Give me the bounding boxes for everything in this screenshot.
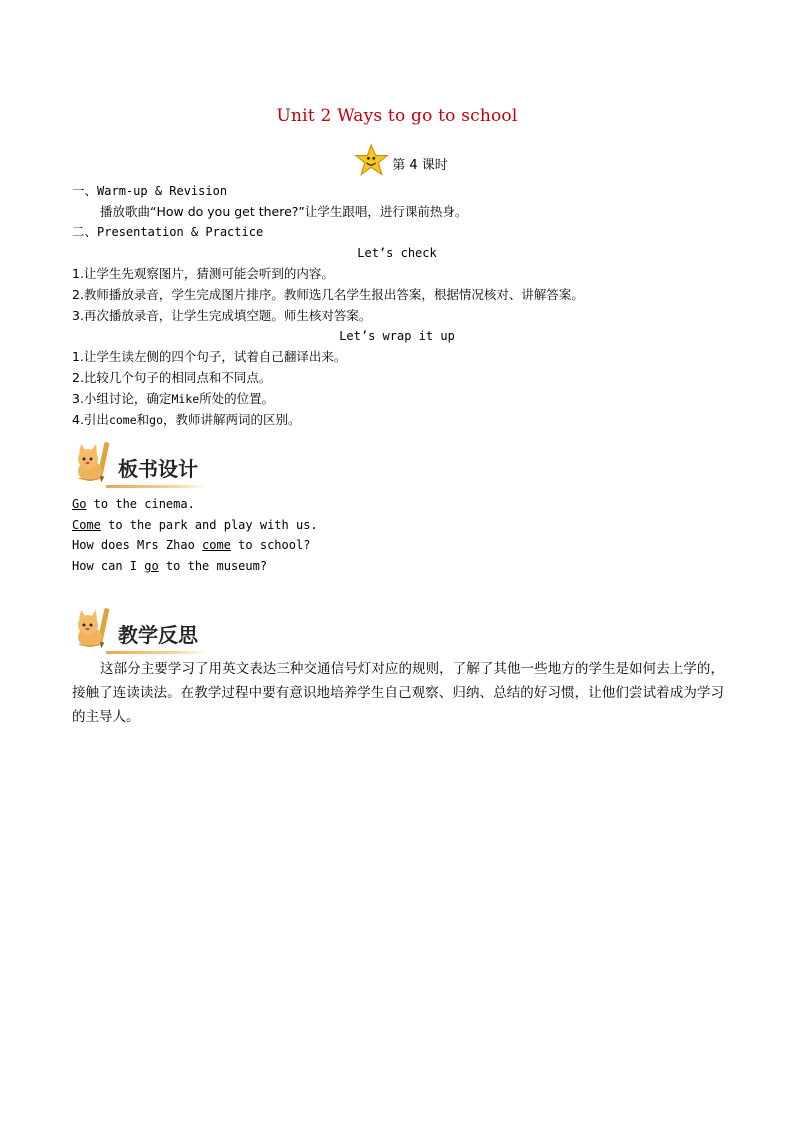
- underlined-come: Come: [72, 518, 101, 532]
- presentation-heading: 二、Presentation & Practice: [72, 224, 264, 239]
- star-smiley-icon: [354, 143, 390, 179]
- board-line-3: How does Mrs Zhao come to school?: [72, 538, 311, 552]
- wrap-item-1: 1.让学生读左侧的四个句子，试着自己翻译出来。: [72, 349, 347, 364]
- check-item-2: 2.教师播放录音，学生完成图片排序。教师选几名学生报出答案，根据情况核对、讲解答案。: [72, 287, 584, 302]
- reflection-paragraph: 这部分主要学习了用英文表达三种交通信号灯对应的规则，了解了其他一些地方的学生是如何去上学的，接触了连读读法。在教学过程中要有意识地培养学生自己观察、归纳、总结的好习惯，让他们尝试着成为学习的主导人。: [72, 661, 724, 725]
- page-title: Unit 2 Ways to go to school: [276, 106, 518, 126]
- wrap-item-4: 4.引出come和go，教师讲解两词的区别。: [72, 412, 301, 427]
- board-design-header: [70, 442, 208, 484]
- word-go: go: [149, 413, 164, 427]
- word-mike: Mike: [171, 392, 200, 406]
- warmup-text: 播放歌曲“How do you get there?”让学生跟唱，进行课前热身。: [100, 204, 468, 219]
- board-line-2: Come to the park and play with us.: [72, 518, 318, 532]
- reflection-header: [70, 608, 208, 650]
- underlined-go-2: go: [144, 559, 159, 573]
- check-item-1: 1.让学生先观察图片，猜测可能会听到的内容。: [72, 266, 334, 281]
- lesson-label: 第 4 课时: [392, 157, 448, 173]
- board-design-title: 板书设计: [112, 453, 208, 484]
- cat-pencil-icon: [70, 606, 116, 650]
- board-line-1: Go to the cinema.: [72, 497, 195, 511]
- lesson-label-row: [0, 143, 794, 179]
- warmup-heading-text: Warm-up & Revision: [97, 184, 228, 198]
- cat-pencil-icon: [70, 440, 116, 484]
- word-come: come: [108, 413, 137, 427]
- presentation-heading-text: Presentation & Practice: [97, 225, 264, 239]
- wrap-item-3: 3.小组讨论，确定Mike所处的位置。: [72, 391, 275, 406]
- reflection-title: 教学反思: [112, 619, 208, 650]
- lets-check-heading: Let’s check: [357, 246, 437, 260]
- board-line-4: How can I go to the museum?: [72, 559, 268, 573]
- underlined-come-2: come: [202, 538, 231, 552]
- wrap-item-2: 2.比较几个句子的相同点和不同点。: [72, 370, 272, 385]
- lets-wrap-heading: Let’s wrap it up: [339, 329, 455, 343]
- check-item-3: 3.再次播放录音，让学生完成填空题。师生核对答案。: [72, 308, 372, 323]
- underlined-go: Go: [72, 497, 87, 511]
- warmup-heading: 一、Warm-up & Revision: [72, 183, 228, 198]
